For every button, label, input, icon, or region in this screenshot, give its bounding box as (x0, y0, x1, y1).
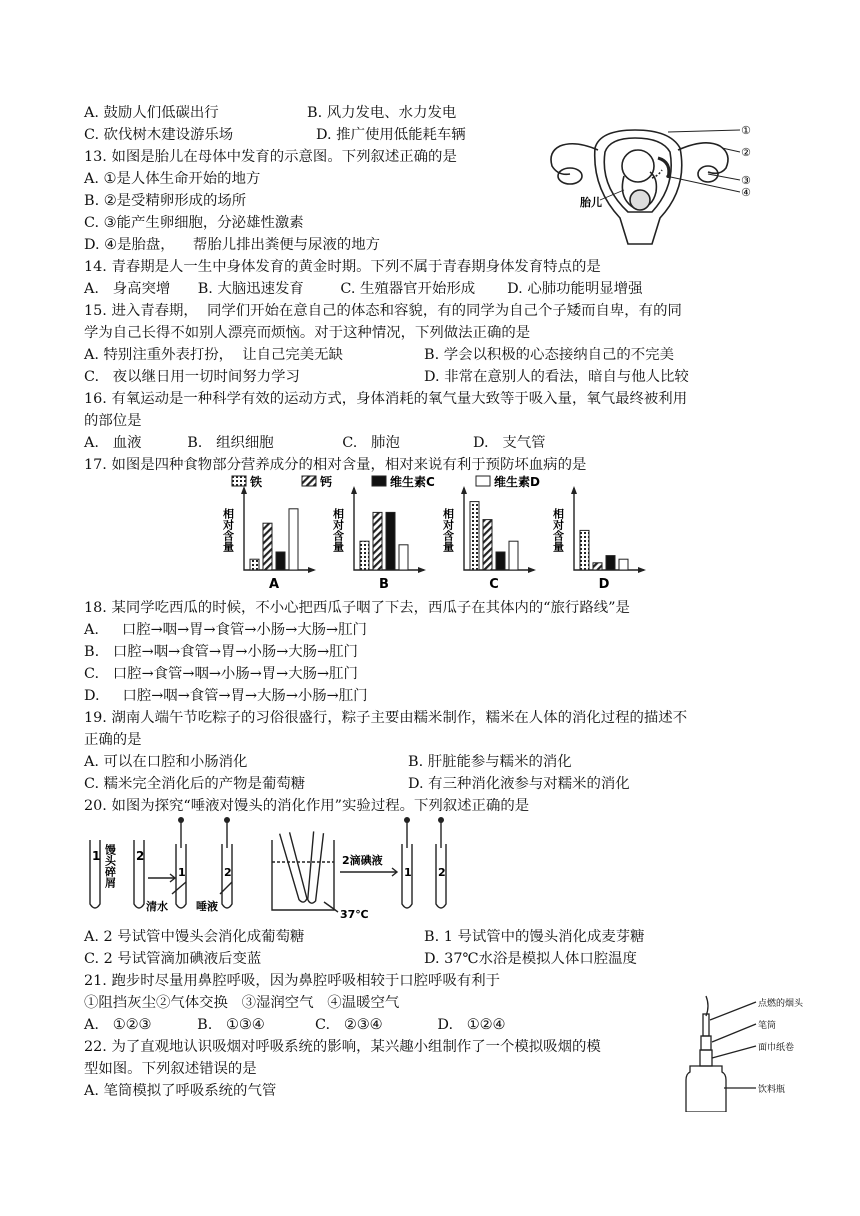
q16-options: A. 血液 B. 组织细胞 C. 肺泡 D. 支气管 (84, 435, 546, 451)
q15-option-d: D. 非常在意别人的看法，暗自与他人比较 (424, 369, 689, 385)
tube-1-label: 1 (92, 849, 101, 863)
final-tube-1-label: 1 (404, 866, 412, 879)
bar-c-calcium (483, 520, 492, 570)
q14-options: A. 身高突增 B. 大脑迅速发育 C. 生殖器官开始形成 D. 心肺功能明显增强 (84, 281, 643, 297)
bar-a-calcium (263, 523, 272, 570)
q12-option-b: B. 风力发电、水力发电 (307, 105, 457, 121)
y-axis-arrow-c (461, 486, 467, 494)
bar-d-calcium (593, 563, 602, 570)
q19-stem-line2: 正确的是 (84, 732, 142, 748)
bar-d-vitamin-d (619, 559, 628, 570)
temperature-label: 37℃ (340, 908, 369, 921)
q20-option-d: D. 37℃水浴是模拟人体口腔温度 (424, 951, 637, 967)
q14-stem: 14. 青春期是人一生中身体发育的黄金时期。下列不属于青春期身体发育特点的是 (84, 259, 601, 275)
drink-bottle (686, 1066, 726, 1112)
marker-2: ② (741, 146, 751, 159)
ylabel-d: 相对含量 (551, 508, 565, 552)
chart-legend (232, 474, 540, 489)
tissue-roll (700, 1050, 712, 1066)
q19-stem-line1: 19. 湖南人端午节吃粽子的习俗很盛行，粽子主要由糯米制作，糯米在人体的消化过程的描述不 (84, 710, 688, 726)
chart-panel-c (442, 486, 537, 592)
pen-tube (701, 1036, 711, 1050)
water-bath-beaker (272, 840, 334, 910)
nutrient-chart (220, 472, 660, 594)
bar-b-calcium (373, 512, 382, 570)
q15-stem-line1: 15. 进入青春期， 同学们开始在意自己的体态和容貌，有的同学为自己个子矮而自卑，有的同 (84, 303, 682, 319)
ylabel-b: 相对含量 (331, 508, 345, 552)
q15-option-c: C. 夜以继日用一切时间努力学习 (84, 369, 300, 385)
x-axis-arrow-d (638, 567, 646, 573)
q19-option-d: D. 有三种消化液参与对糯米的消化 (408, 776, 630, 792)
left-fallopian-tube (551, 144, 598, 175)
iodine-label: 2滴碘液 (342, 854, 383, 867)
saliva-label: 唾液 (196, 900, 218, 913)
nutrient-chart-svg (220, 472, 660, 594)
bar-a-vitamin-d (289, 509, 298, 570)
panel-label-c: C (489, 577, 499, 592)
q20-option-c: C. 2 号试管滴加碘液后变蓝 (84, 951, 262, 967)
q12-option-d: D. 推广使用低能耗车辆 (316, 127, 466, 143)
saliva-experiment-figure (84, 814, 464, 922)
q22-option-a: A. 笔筒模拟了呼吸系统的气管 (84, 1083, 277, 1099)
q18-option-a: A. 口腔→咽→胃→食管→小肠→大肠→肛门 (84, 622, 367, 638)
q22-stem-line1: 22. 为了直观地认识吸烟对呼吸系统的影响，某兴趣小组制作了一个模拟吸烟的模 (84, 1039, 601, 1055)
x-axis-arrow-c (528, 567, 536, 573)
fetus-head (622, 150, 654, 182)
cigarette-label: 点燃的烟头 (758, 999, 804, 1009)
fetus-uterus-diagram (540, 118, 770, 248)
q21-items: ①阻挡灰尘②气体交换 ③湿润空气 ④温暖空气 (84, 995, 400, 1011)
q19-option-b: B. 肝脏能参与糯米的消化 (408, 754, 572, 770)
chart-panel-d (552, 486, 647, 592)
bar-b-iron (360, 541, 369, 570)
q16-stem-line1: 16. 有氧运动是一种科学有效的运动方式，身体消耗的氧气量大致等于吸入量，氧气最终被利用 (84, 391, 688, 407)
bar-b-vitamin-c (386, 512, 395, 570)
q20-option-a: A. 2 号试管中馒头会消化成葡萄糖 (84, 929, 305, 945)
chart-panel-a (222, 486, 317, 592)
q18-option-b: B. 口腔→咽→食管→胃→小肠→大肠→肛门 (84, 644, 358, 660)
y-axis-arrow-d (571, 486, 577, 494)
mantou-label: 馒头碎屑 (103, 844, 117, 888)
smoking-model-svg (676, 994, 836, 1112)
q22-stem-line2: 型如图。下列叙述错误的是 (84, 1061, 257, 1077)
bar-d-iron (580, 530, 589, 570)
q20-option-b: B. 1 号试管中的馒头消化成麦芽糖 (424, 929, 645, 945)
right-fallopian-tube (678, 143, 728, 174)
legend-vitamin-d: 维生素D (494, 475, 540, 489)
y-axis-arrow-a (241, 486, 247, 494)
tube-1-water-label: 1 (178, 866, 186, 879)
q18-option-d: D. 口腔→咽→食管→胃→大肠→小肠→肛门 (84, 688, 368, 704)
ylabel-a: 相对含量 (221, 508, 235, 552)
bar-c-iron (470, 502, 479, 570)
bar-c-vitamin-c (496, 552, 505, 570)
fetus-label: 胎儿 (580, 196, 602, 209)
dropper-bulb-4 (438, 817, 444, 823)
q18-option-c: C. 口腔→食管→咽→小肠→胃→大肠→肛门 (84, 666, 358, 682)
water-label: 清水 (146, 900, 168, 913)
q15-stem-line2: 学为自己长得不如别人漂亮而烦恼。对于这种情况，下列做法正确的是 (84, 325, 531, 341)
panel-label-a: A (268, 577, 280, 592)
q21-options: A. ①②③ B. ①③④ C. ②③④ D. ①②④ (84, 1017, 506, 1033)
q15-option-a: A. 特别注重外表打扮， 让自己完美无缺 (84, 347, 343, 363)
legend-calcium: 钙 (320, 475, 333, 489)
marker-3: ③ (741, 174, 751, 187)
final-tube-2-label: 2 (438, 866, 446, 879)
legend-vitamin-c: 维生素C (390, 475, 435, 489)
q13-option-b: B. ②是受精卵形成的场所 (84, 193, 247, 209)
tissue-label: 面巾纸卷 (758, 1043, 795, 1053)
pen-label: 笔筒 (758, 1021, 777, 1031)
legend-iron: 铁 (250, 475, 263, 489)
tube-2-saliva-label: 2 (224, 866, 232, 879)
q13-option-a: A. ①是人体生命开始的地方 (84, 171, 261, 187)
marker-1: ① (741, 124, 751, 137)
q16-stem-line2: 的部位是 (84, 413, 142, 429)
chart-panel-b (332, 486, 427, 592)
q12-option-c: C. 砍伐树木建设游乐场 (84, 127, 234, 143)
cigarette (703, 1014, 709, 1036)
fetus-uterus-figure (540, 118, 770, 248)
ylabel-c: 相对含量 (441, 508, 455, 552)
q20-stem: 20. 如图为探究“唾液对馒头的消化作用”实验过程。下列叙述正确的是 (84, 798, 530, 814)
q17-stem: 17. 如图是四种食物部分营养成分的相对含量，相对来说有利于预防坏血病的是 (84, 457, 587, 473)
panel-label-b: B (379, 577, 389, 592)
q13-option-d: D. ④是胎盘， 帮胎儿排出粪便与尿液的地方 (84, 237, 381, 253)
q21-stem: 21. 跑步时尽量用鼻腔呼吸，因为鼻腔呼吸相较于口腔呼吸有利于 (84, 973, 501, 989)
q12-option-a: A. 鼓励人们低碳出行 (84, 105, 219, 121)
smoke-line (706, 996, 708, 1016)
bar-c-vitamin-d (509, 541, 518, 570)
y-axis-arrow-b (351, 486, 357, 494)
q15-option-b: B. 学会以积极的心态接纳自己的不完美 (424, 347, 674, 363)
saliva-experiment-svg (84, 814, 464, 922)
dropper-bulb-2 (224, 817, 230, 823)
left-ovary (558, 168, 582, 184)
bar-d-vitamin-c (606, 556, 615, 570)
dropper-bulb-1 (178, 817, 184, 823)
x-axis-arrow-a (308, 567, 316, 573)
q19-option-c: C. 糯米完全消化后的产物是葡萄糖 (84, 776, 306, 792)
placenta (658, 158, 669, 178)
bar-a-vitamin-c (276, 552, 285, 570)
q18-stem: 18. 某同学吃西瓜的时候，不小心把西瓜子咽了下去，西瓜子在其体内的“旅行路线”是 (84, 600, 630, 616)
dropper-bulb-3 (404, 817, 410, 823)
tube-2-label: 2 (136, 849, 145, 863)
q19-option-a: A. 可以在口腔和小肠消化 (84, 754, 248, 770)
x-axis-arrow-b (418, 567, 426, 573)
marker-4: ④ (741, 186, 751, 199)
smoking-model-figure (676, 994, 836, 1112)
panel-label-d: D (598, 577, 610, 592)
bar-a-iron (250, 559, 259, 570)
q13-stem: 13. 如图是胎儿在母体中发育的示意图。下列叙述正确的是 (84, 149, 457, 165)
bottle-label: 饮料瓶 (758, 1085, 786, 1095)
bar-b-vitamin-d (399, 545, 408, 570)
q13-option-c: C. ③能产生卵细胞，分泌雄性激素 (84, 215, 304, 231)
